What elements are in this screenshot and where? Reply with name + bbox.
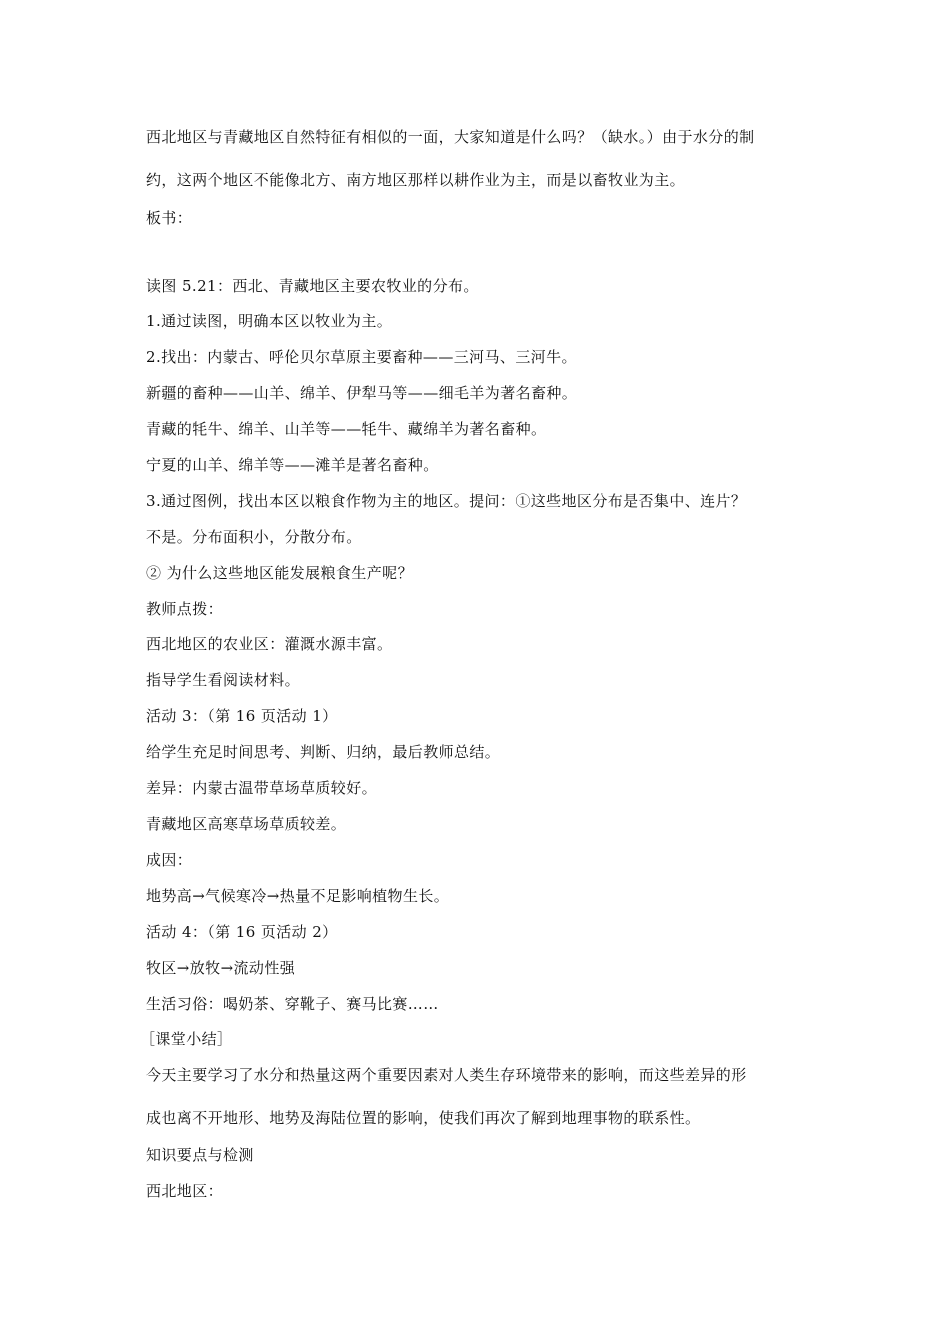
text-line: 1.通过读图，明确本区以牧业为主。 [146,312,393,330]
text-line: 活动 4：（第 16 页活动 2） [146,923,338,941]
text-line: 青藏的牦牛、绵羊、山羊等——牦牛、藏绵羊为著名畜种。 [146,420,547,438]
text-line: 给学生充足时间思考、判断、归纳，最后教师总结。 [146,743,501,761]
text-line: ② 为什么这些地区能发展粮食生产呢？ [146,564,413,582]
text-line: 指导学生看阅读材料。 [146,671,301,689]
section-heading: 知识要点与检测 [146,1146,254,1164]
text-line: 地势高→气候寒冷→热量不足影响植物生长。 [146,887,450,905]
text-line: 2.找出：内蒙古、呼伦贝尔草原主要畜种——三河马、三河牛。 [146,348,577,366]
text-line: 成因： [146,851,193,869]
text-line: 活动 3：（第 16 页活动 1） [146,707,338,725]
text-line: 教师点拨： [146,600,224,618]
text-line: 牧区→放牧→流动性强 [146,959,296,977]
text-line: 成也离不开地形、地势及海陆位置的影响，使我们再次了解到地理事物的联系性。 [146,1109,701,1127]
text-line: 西北地区与青藏地区自然特征有相似的一面，大家知道是什么吗？（缺水。）由于水分的制 [146,128,755,146]
text-line: 今天主要学习了水分和热量这两个重要因素对人类生存环境带来的影响，而这些差异的形 [146,1066,747,1084]
text-line: 青藏地区高寒草场草质较差。 [146,815,347,833]
text-line: 读图 5.21：西北、青藏地区主要农牧业的分布。 [146,277,479,295]
text-line: 3.通过图例，找出本区以粮食作物为主的地区。提问：①这些地区分布是否集中、连片？ [146,492,747,510]
text-line: 生活习俗：喝奶茶、穿靴子、赛马比赛…… [146,995,439,1013]
text-line: 西北地区的农业区：灌溉水源丰富。 [146,635,393,653]
text-line: 西北地区： [146,1182,224,1200]
text-line: 板书： [146,209,193,227]
text-line: 宁夏的山羊、绵羊等——滩羊是著名畜种。 [146,456,439,474]
text-line: 不是。分布面积小，分散分布。 [146,528,362,546]
text-line: 新疆的畜种——山羊、绵羊、伊犁马等——细毛羊为著名畜种。 [146,384,578,402]
text-line: 约，这两个地区不能像北方、南方地区那样以耕作业为主，而是以畜牧业为主。 [146,171,686,189]
section-heading: ［课堂小结］ [140,1030,233,1048]
text-line: 差异：内蒙古温带草场草质较好。 [146,779,378,797]
